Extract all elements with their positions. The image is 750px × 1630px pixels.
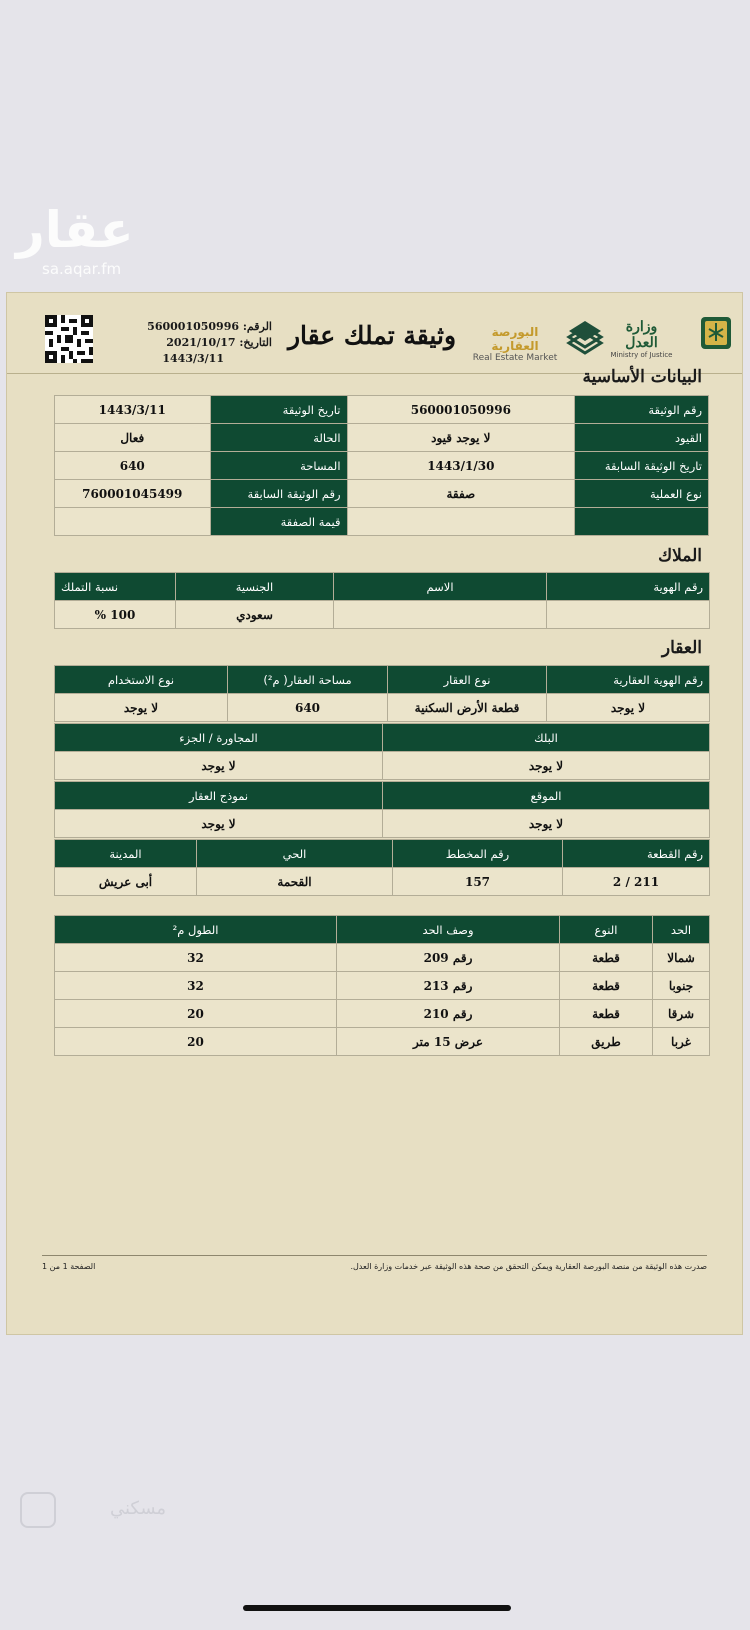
column-header: الحي bbox=[197, 840, 393, 868]
qr-code-icon bbox=[45, 315, 93, 363]
number-value: 560001050996 bbox=[147, 320, 240, 333]
column-header: نوع الاستخدام bbox=[55, 666, 228, 694]
table-row bbox=[55, 972, 710, 1000]
label-cell: تاريخ الوثيقة bbox=[210, 396, 347, 424]
value-cell: صفقة bbox=[347, 480, 575, 508]
table-cell: 32 bbox=[55, 944, 337, 972]
table-cell: رقم 209 bbox=[337, 944, 560, 972]
table-row bbox=[55, 868, 710, 896]
property-title: العقار bbox=[661, 638, 702, 658]
table-cell: لا يوجد bbox=[547, 694, 710, 722]
table-cell: 640 bbox=[228, 694, 388, 722]
rem-building-icon bbox=[565, 315, 605, 355]
label-cell: نوع العملية bbox=[575, 480, 709, 508]
column-header: الحد bbox=[653, 916, 710, 944]
table-cell bbox=[334, 601, 547, 629]
document-meta bbox=[132, 319, 272, 367]
table-row bbox=[55, 601, 710, 629]
value-cell: لا يوجد قيود bbox=[347, 424, 575, 452]
watermark-site: sa.aqar.fm bbox=[42, 260, 122, 278]
table-cell bbox=[547, 601, 710, 629]
watermark-text: عقار bbox=[16, 201, 134, 259]
column-header: رقم الهوية bbox=[547, 573, 710, 601]
table-header-row bbox=[55, 782, 710, 810]
table-header-row bbox=[55, 666, 710, 694]
table-row bbox=[55, 480, 709, 508]
column-header: رقم الهوية العقارية bbox=[547, 666, 710, 694]
label-cell: قيمة الصفقة bbox=[210, 508, 347, 536]
value-cell bbox=[55, 508, 211, 536]
moj-logo-en: Ministry of Justice bbox=[610, 351, 673, 359]
label-cell: رقم الوثيقة السابقة bbox=[210, 480, 347, 508]
logos bbox=[469, 307, 734, 365]
table-cell: رقم 210 bbox=[337, 1000, 560, 1028]
label-cell: الحالة bbox=[210, 424, 347, 452]
column-header: نسبة التملك bbox=[55, 573, 176, 601]
column-header: وصف الحد bbox=[337, 916, 560, 944]
page-number: الصفحة 1 من 1 bbox=[42, 1262, 96, 1271]
rem-logo-en: Real Estate Market bbox=[472, 353, 558, 363]
table-cell: شمالا bbox=[653, 944, 710, 972]
owners-title: الملاك bbox=[658, 546, 702, 566]
saudi-emblem-icon bbox=[698, 311, 734, 355]
table-cell: قطعة الأرض السكنية bbox=[388, 694, 547, 722]
column-header: النوع bbox=[560, 916, 653, 944]
label-cell: المساحة bbox=[210, 452, 347, 480]
table-row bbox=[55, 508, 709, 536]
table-cell: لا يوجد bbox=[55, 752, 383, 780]
moj-logo-ar: وزارة العدل bbox=[625, 319, 658, 351]
date-label: التاريخ: bbox=[239, 336, 272, 349]
table-cell: لا يوجد bbox=[55, 810, 383, 838]
borders-table bbox=[54, 915, 710, 1056]
column-header: الاسم bbox=[334, 573, 547, 601]
ministry-of-justice-logo bbox=[609, 319, 674, 359]
table-header-row bbox=[55, 840, 710, 868]
table-row bbox=[55, 810, 710, 838]
label-cell: القيود bbox=[575, 424, 709, 452]
value-cell: 760001045499 bbox=[55, 480, 211, 508]
table-cell: لا يوجد bbox=[383, 810, 710, 838]
column-header: نموذج العقار bbox=[55, 782, 383, 810]
table-cell: سعودي bbox=[176, 601, 334, 629]
ownership-document bbox=[6, 292, 743, 1335]
number-label: الرقم: bbox=[242, 320, 272, 333]
property-table-4 bbox=[54, 839, 710, 896]
document-title: وثيقة تملك عقار bbox=[287, 321, 457, 350]
table-row bbox=[55, 424, 709, 452]
table-cell: 32 bbox=[55, 972, 337, 1000]
real-estate-market-logo bbox=[469, 325, 561, 363]
table-cell: قطعة bbox=[560, 944, 653, 972]
document-header bbox=[7, 293, 742, 374]
table-cell: قطعة bbox=[560, 972, 653, 1000]
table-row bbox=[55, 452, 709, 480]
table-header-row bbox=[55, 573, 710, 601]
label-cell: تاريخ الوثيقة السابقة bbox=[575, 452, 709, 480]
home-indicator[interactable] bbox=[243, 1605, 511, 1611]
column-header: الجنسية bbox=[176, 573, 334, 601]
value-cell: 640 bbox=[55, 452, 211, 480]
table-cell: لا يوجد bbox=[55, 694, 228, 722]
table-cell: 100 % bbox=[55, 601, 176, 629]
table-cell: غربا bbox=[653, 1028, 710, 1056]
verification-note: صدرت هذه الوثيقة من منصة البورصة العقارية ويمكن التحقق من صحة هذه الوثيقة عبر خدمات وزارة العدل. bbox=[350, 1262, 707, 1271]
aqar-watermark bbox=[16, 200, 134, 278]
table-row bbox=[55, 1000, 710, 1028]
owners-table bbox=[54, 572, 710, 629]
table-cell: لا يوجد bbox=[383, 752, 710, 780]
column-header: مساحة العقار( م²) bbox=[228, 666, 388, 694]
column-header: الموقع bbox=[383, 782, 710, 810]
table-cell: قطعة bbox=[560, 1000, 653, 1028]
table-row bbox=[55, 694, 710, 722]
table-row bbox=[55, 1028, 710, 1056]
table-cell: جنوبا bbox=[653, 972, 710, 1000]
value-cell bbox=[347, 508, 575, 536]
table-cell: شرقا bbox=[653, 1000, 710, 1028]
table-cell: 157 bbox=[393, 868, 563, 896]
table-cell: 211 / 2 bbox=[563, 868, 710, 896]
table-header-row bbox=[55, 724, 710, 752]
property-table-2 bbox=[54, 723, 710, 780]
table-row bbox=[55, 944, 710, 972]
label-cell bbox=[575, 508, 709, 536]
value-cell: 1443/3/11 bbox=[55, 396, 211, 424]
value-cell: فعال bbox=[55, 424, 211, 452]
date-value: 2021/10/17 bbox=[166, 336, 236, 349]
table-cell: طريق bbox=[560, 1028, 653, 1056]
table-cell: عرض 15 متر bbox=[337, 1028, 560, 1056]
column-header: الطول م² bbox=[55, 916, 337, 944]
rem-logo-ar: البورصة العقارية bbox=[491, 325, 539, 353]
table-row bbox=[55, 752, 710, 780]
basic-data-table bbox=[54, 395, 709, 536]
label-cell: رقم الوثيقة bbox=[575, 396, 709, 424]
home-icon bbox=[20, 1492, 56, 1528]
property-table-1 bbox=[54, 665, 710, 722]
table-header-row bbox=[55, 916, 710, 944]
column-header: المجاورة / الجزء bbox=[55, 724, 383, 752]
column-header: البلك bbox=[383, 724, 710, 752]
table-cell: 20 bbox=[55, 1028, 337, 1056]
column-header: المدينة bbox=[55, 840, 197, 868]
column-header: نوع العقار bbox=[388, 666, 547, 694]
bottom-watermark: مسكني bbox=[110, 1498, 167, 1519]
value-cell: 1443/1/30 bbox=[347, 452, 575, 480]
column-header: رقم المخطط bbox=[393, 840, 563, 868]
value-cell: 560001050996 bbox=[347, 396, 575, 424]
basic-data-title: البيانات الأساسية bbox=[582, 367, 702, 387]
table-cell: رقم 213 bbox=[337, 972, 560, 1000]
column-header: رقم القطعة bbox=[563, 840, 710, 868]
table-cell: أبى عريش bbox=[55, 868, 197, 896]
document-footer bbox=[42, 1255, 707, 1271]
table-cell: 20 bbox=[55, 1000, 337, 1028]
hijri-date: 1443/3/11 bbox=[162, 352, 224, 365]
table-row bbox=[55, 396, 709, 424]
table-cell: القحمة bbox=[197, 868, 393, 896]
property-table-3 bbox=[54, 781, 710, 838]
